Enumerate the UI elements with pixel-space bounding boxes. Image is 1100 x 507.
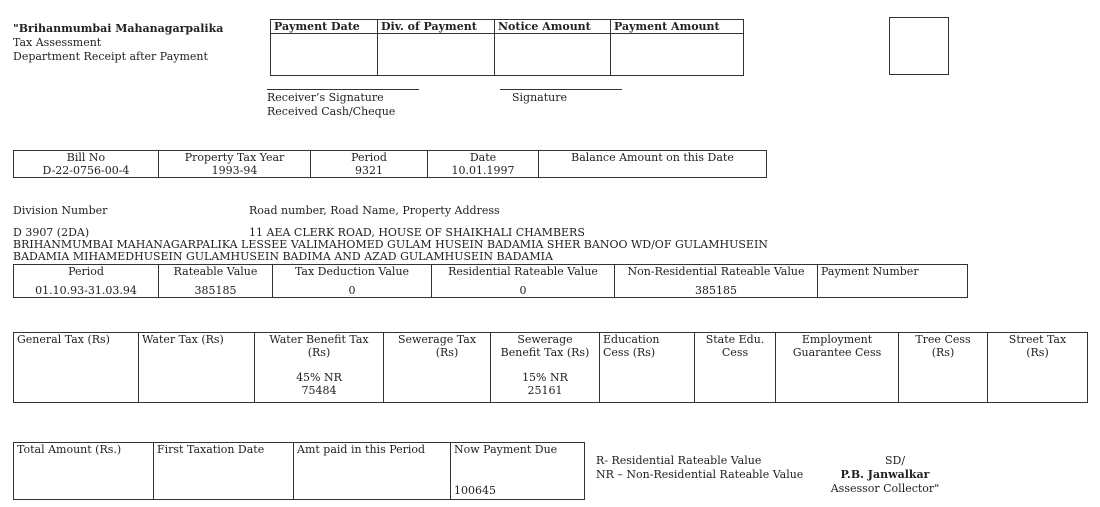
bill-no-header: Bill No bbox=[14, 151, 159, 165]
education-cess-header: Education bbox=[603, 333, 660, 346]
employment-guarantee-cess-cell bbox=[776, 333, 899, 403]
signoff-sd: SD/ bbox=[884, 454, 906, 467]
sewerage-tax-cell bbox=[384, 333, 491, 403]
received-cash-label: Received Cash/Cheque bbox=[267, 105, 396, 118]
general-tax-header: General Tax (Rs) bbox=[17, 333, 110, 346]
balance-amount-value bbox=[539, 164, 767, 178]
header-line-receipt: Department Receipt after Payment bbox=[13, 50, 208, 63]
tree-cess-header: Tree Cess bbox=[915, 333, 971, 346]
period-value: 9321 bbox=[311, 164, 428, 178]
water-tax-cell bbox=[139, 333, 255, 403]
state-edu-cess-cell bbox=[695, 333, 776, 403]
signoff-title: Assessor Collector" bbox=[830, 482, 940, 495]
sewerage-benefit-tax-header: Sewerage bbox=[517, 333, 573, 346]
address-label: Road number, Road Name, Property Address bbox=[249, 204, 500, 217]
legend-nr: NR – Non-Residential Rateable Value bbox=[596, 468, 804, 481]
division-number-label: Division Number bbox=[13, 204, 108, 217]
amt-paid-header: Amt paid in this Period bbox=[297, 443, 426, 456]
org-name: "Brihanmumbai Mahanagarpalika bbox=[13, 22, 224, 35]
now-payment-due-cell bbox=[451, 443, 585, 500]
tax-table bbox=[13, 332, 1088, 403]
now-payment-due-header: Now Payment Due bbox=[454, 443, 558, 456]
address-value: 11 AEA CLERK ROAD, HOUSE OF SHAIKHALI CHAMBERS bbox=[249, 226, 585, 239]
water-benefit-tax-header: Water Benefit Tax bbox=[269, 333, 369, 346]
div-of-payment-header: Div. of Payment bbox=[378, 20, 495, 34]
street-tax-cell bbox=[988, 333, 1088, 403]
non-residential-rateable-value: 385185 bbox=[615, 278, 818, 297]
total-amount-cell bbox=[14, 443, 154, 500]
sewerage-tax-header-unit: (Rs) bbox=[435, 346, 459, 359]
div-of-payment-cell bbox=[378, 34, 495, 76]
payment-amount-cell bbox=[611, 34, 744, 76]
sewerage-benefit-rate: 15% NR bbox=[522, 371, 568, 384]
payment-number-header: Payment Number bbox=[818, 265, 968, 279]
first-taxation-date-cell bbox=[154, 443, 294, 500]
rateable-value-value: 385185 bbox=[159, 278, 273, 297]
notice-amount-header: Notice Amount bbox=[495, 20, 611, 34]
state-edu-cess-header-unit: Cess bbox=[721, 346, 749, 359]
sewerage-benefit-amount: 25161 bbox=[527, 384, 563, 397]
division-number-value: D 3907 (2DA) bbox=[13, 226, 90, 239]
street-tax-header: Street Tax bbox=[1008, 333, 1067, 346]
state-edu-cess-header: State Edu. bbox=[705, 333, 765, 346]
employment-guarantee-cess-header-unit: Guarantee Cess bbox=[792, 346, 882, 359]
payment-amount-header: Payment Amount bbox=[611, 20, 744, 34]
sewerage-tax-header: Sewerage Tax bbox=[397, 333, 477, 346]
total-amount-header: Total Amount (Rs.) bbox=[17, 443, 122, 456]
payment-date-header: Payment Date bbox=[271, 20, 378, 34]
period-header: Period bbox=[311, 151, 428, 165]
water-benefit-tax-cell bbox=[255, 333, 384, 403]
receiver-signature-line bbox=[267, 89, 419, 90]
balance-amount-header: Balance Amount on this Date bbox=[539, 151, 767, 165]
signature-line bbox=[500, 89, 622, 90]
bill-no-value: D-22-0756-00-4 bbox=[14, 164, 159, 178]
notice-amount-cell bbox=[495, 34, 611, 76]
legend-r: R- Residential Rateable Value bbox=[596, 454, 762, 467]
first-taxation-date-header: First Taxation Date bbox=[157, 443, 265, 456]
receiver-signature-label: Receiver’s Signature bbox=[267, 91, 384, 104]
water-tax-header: Water Tax (Rs) bbox=[142, 333, 224, 346]
property-tax-year-header: Property Tax Year bbox=[159, 151, 311, 165]
tree-cess-header-unit: (Rs) bbox=[931, 346, 955, 359]
rate-period-header: Period bbox=[14, 265, 159, 279]
owner-line-2: BADAMIA MIHAMEDHUSEIN GULAMHUSEIN BADIMA AND AZAD GULAMHUSEIN BADAMIA bbox=[13, 250, 553, 263]
sewerage-benefit-tax-cell bbox=[491, 333, 600, 403]
now-payment-due-value: 100645 bbox=[454, 484, 496, 497]
education-cess-header-unit: Cess (Rs) bbox=[603, 346, 656, 359]
date-header: Date bbox=[428, 151, 539, 165]
street-tax-header-unit: (Rs) bbox=[1026, 346, 1049, 359]
tax-deduction-header: Tax Deduction Value bbox=[273, 265, 432, 279]
residential-rateable-header: Residential Rateable Value bbox=[432, 265, 615, 279]
amt-paid-cell bbox=[294, 443, 451, 500]
employment-guarantee-cess-header: Employment bbox=[801, 333, 873, 346]
signoff-name: P.B. Janwalkar bbox=[840, 468, 930, 481]
rateable-value-header: Rateable Value bbox=[159, 265, 273, 279]
payment-table bbox=[270, 19, 744, 76]
general-tax-cell bbox=[14, 333, 139, 403]
water-benefit-rate: 45% NR bbox=[296, 371, 342, 384]
owner-line-1: BRIHANMUMBAI MAHANAGARPALIKA LESSEE VALIMAHOMED GULAM HUSEIN BADAMIA SHER BANOO WD/OF GULAMHUSEIN bbox=[13, 238, 768, 251]
header-line-tax-assessment: Tax Assessment bbox=[13, 36, 102, 49]
rate-period-value: 01.10.93-31.03.94 bbox=[14, 278, 159, 297]
rateable-table bbox=[13, 264, 968, 298]
total-table bbox=[13, 442, 585, 500]
payment-number-value bbox=[818, 278, 968, 297]
payment-date-cell bbox=[271, 34, 378, 76]
water-benefit-amount: 75484 bbox=[301, 384, 337, 397]
tree-cess-cell bbox=[899, 333, 988, 403]
residential-rateable-value: 0 bbox=[432, 278, 615, 297]
sewerage-benefit-tax-header-unit: Benefit Tax (Rs) bbox=[500, 346, 590, 359]
water-benefit-tax-header-unit: (Rs) bbox=[307, 346, 331, 359]
stamp-box bbox=[889, 17, 949, 75]
bill-table bbox=[13, 150, 767, 178]
education-cess-cell bbox=[600, 333, 695, 403]
non-residential-rateable-header: Non-Residential Rateable Value bbox=[615, 265, 818, 279]
signature-label: Signature bbox=[512, 91, 568, 104]
date-value: 10.01.1997 bbox=[428, 164, 539, 178]
tax-deduction-value: 0 bbox=[273, 278, 432, 297]
property-tax-year-value: 1993-94 bbox=[159, 164, 311, 178]
